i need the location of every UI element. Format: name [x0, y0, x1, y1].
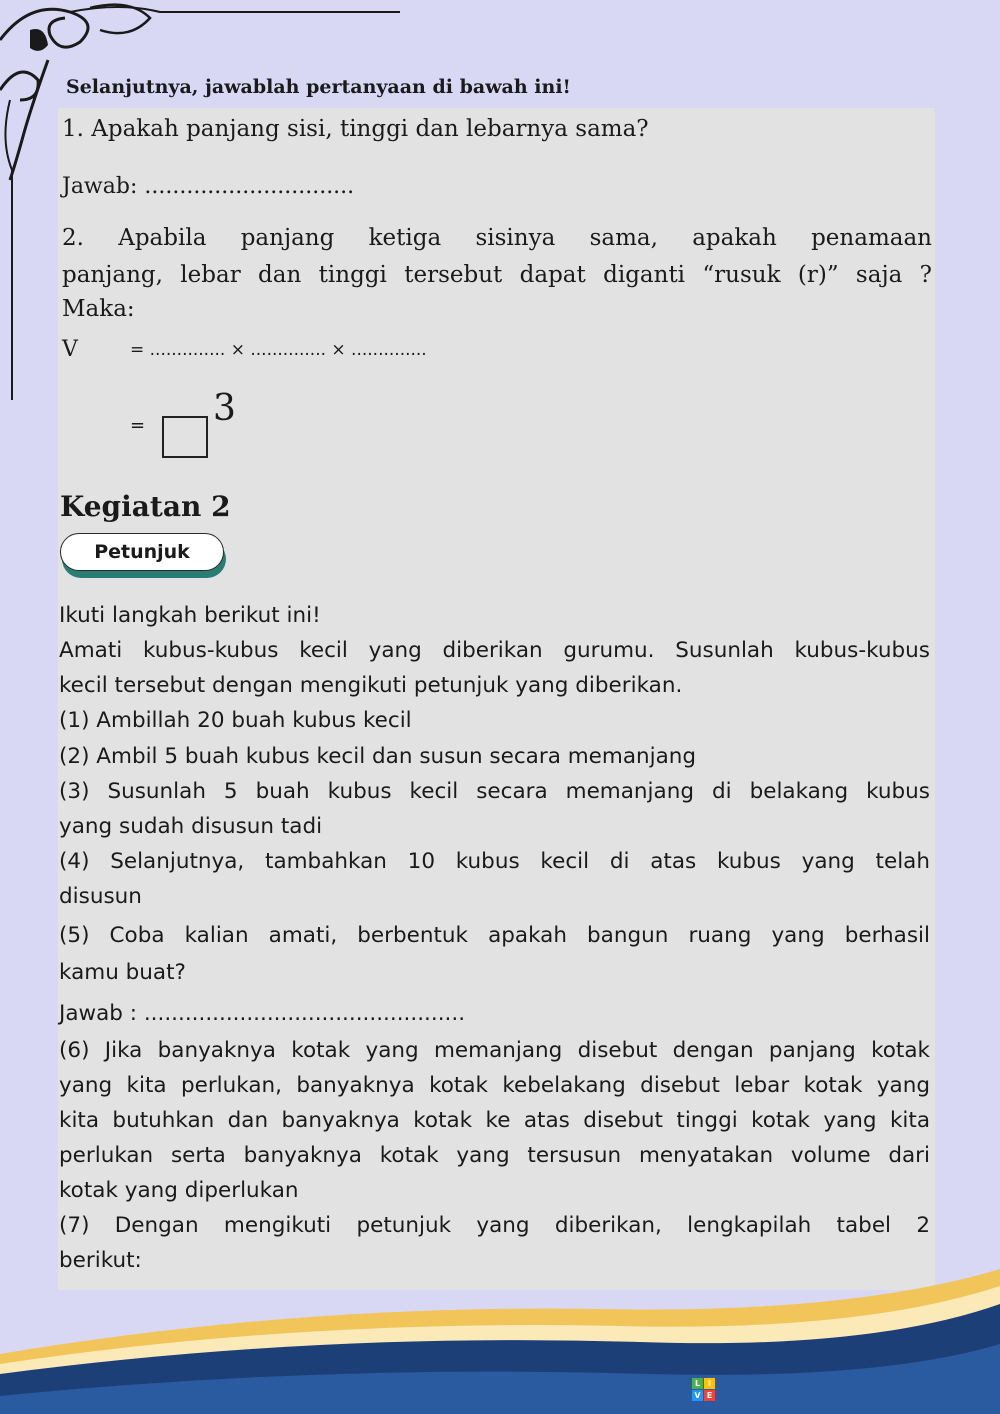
step-6-cont: kotak yang diperlukan	[59, 1178, 299, 1203]
maka-label: Maka:	[62, 296, 135, 322]
volume-label: V	[62, 337, 78, 362]
step-6: (6) Jika banyaknya kotak yang memanjang disebut dengan panjang kotak	[59, 1038, 930, 1063]
step-6-cont: kita butuhkan dan banyaknya kotak ke atas disebut tinggi kotak yang kita	[59, 1108, 930, 1133]
instruction-line: Amati kubus-kubus kecil yang diberikan gurumu. Susunlah kubus-kubus	[59, 638, 930, 663]
step-3-cont: yang sudah disusun tadi	[59, 814, 323, 839]
step-5-cont: kamu buat?	[59, 960, 186, 985]
bottom-wave-decoration	[0, 1214, 1000, 1414]
question-2-line-1: 2. Apabila panjang ketiga sisinya sama, apakah penamaan	[62, 225, 932, 251]
step-4: (4) Selanjutnya, tambahkan 10 kubus kecil di atas kubus yang telah	[59, 849, 930, 874]
instruction-line: Ikuti langkah berikut ini!	[59, 603, 321, 628]
step-7-cont: berikut:	[59, 1248, 142, 1273]
instruction-line: kecil tersebut dengan mengikuti petunjuk yang diberikan.	[59, 673, 683, 698]
answer-box[interactable]	[162, 416, 208, 458]
question-1: 1. Apakah panjang sisi, tinggi dan lebarnya sama?	[62, 116, 649, 142]
step-5: (5) Coba kalian amati, berbentuk apakah bangun ruang yang berhasil	[59, 923, 930, 948]
question-2-line-2: panjang, lebar dan tinggi tersebut dapat diganti “rusuk (r)” saja ?	[62, 262, 932, 288]
liveworksheets-logo-icon: L I V E	[692, 1378, 716, 1402]
question-2	[62, 220, 932, 294]
step-7: (7) Dengan mengikuti petunjuk yang diberikan, lengkapilah tabel 2	[59, 1213, 930, 1238]
petunjuk-badge: Petunjuk	[60, 533, 224, 571]
step-3: (3) Susunlah 5 buah kubus kecil secara memanjang di belakang kubus	[59, 779, 930, 804]
intro-instruction: Selanjutnya, jawablah pertanyaan di bawah ini!	[66, 76, 571, 98]
answer-2-blank[interactable]: Jawab : ...............................................	[59, 1001, 466, 1026]
volume-formula-blanks[interactable]: = .............. × .............. × ..............	[130, 340, 427, 360]
section-heading: Kegiatan 2	[60, 490, 231, 523]
step-6-cont: perlukan serta banyaknya kotak yang tersusun menyatakan volume dari	[59, 1143, 930, 1168]
equals-sign: =	[130, 415, 146, 436]
exponent: 3	[213, 388, 236, 429]
answer-1-blank[interactable]: Jawab: ..............................	[62, 174, 355, 199]
step-6-cont: yang kita perlukan, banyaknya kotak kebelakang disebut lebar kotak yang	[59, 1073, 930, 1098]
step-1: (1) Ambillah 20 buah kubus kecil	[59, 708, 412, 733]
step-2: (2) Ambil 5 buah kubus kecil dan susun secara memanjang	[59, 744, 697, 769]
step-4-cont: disusun	[59, 884, 142, 909]
